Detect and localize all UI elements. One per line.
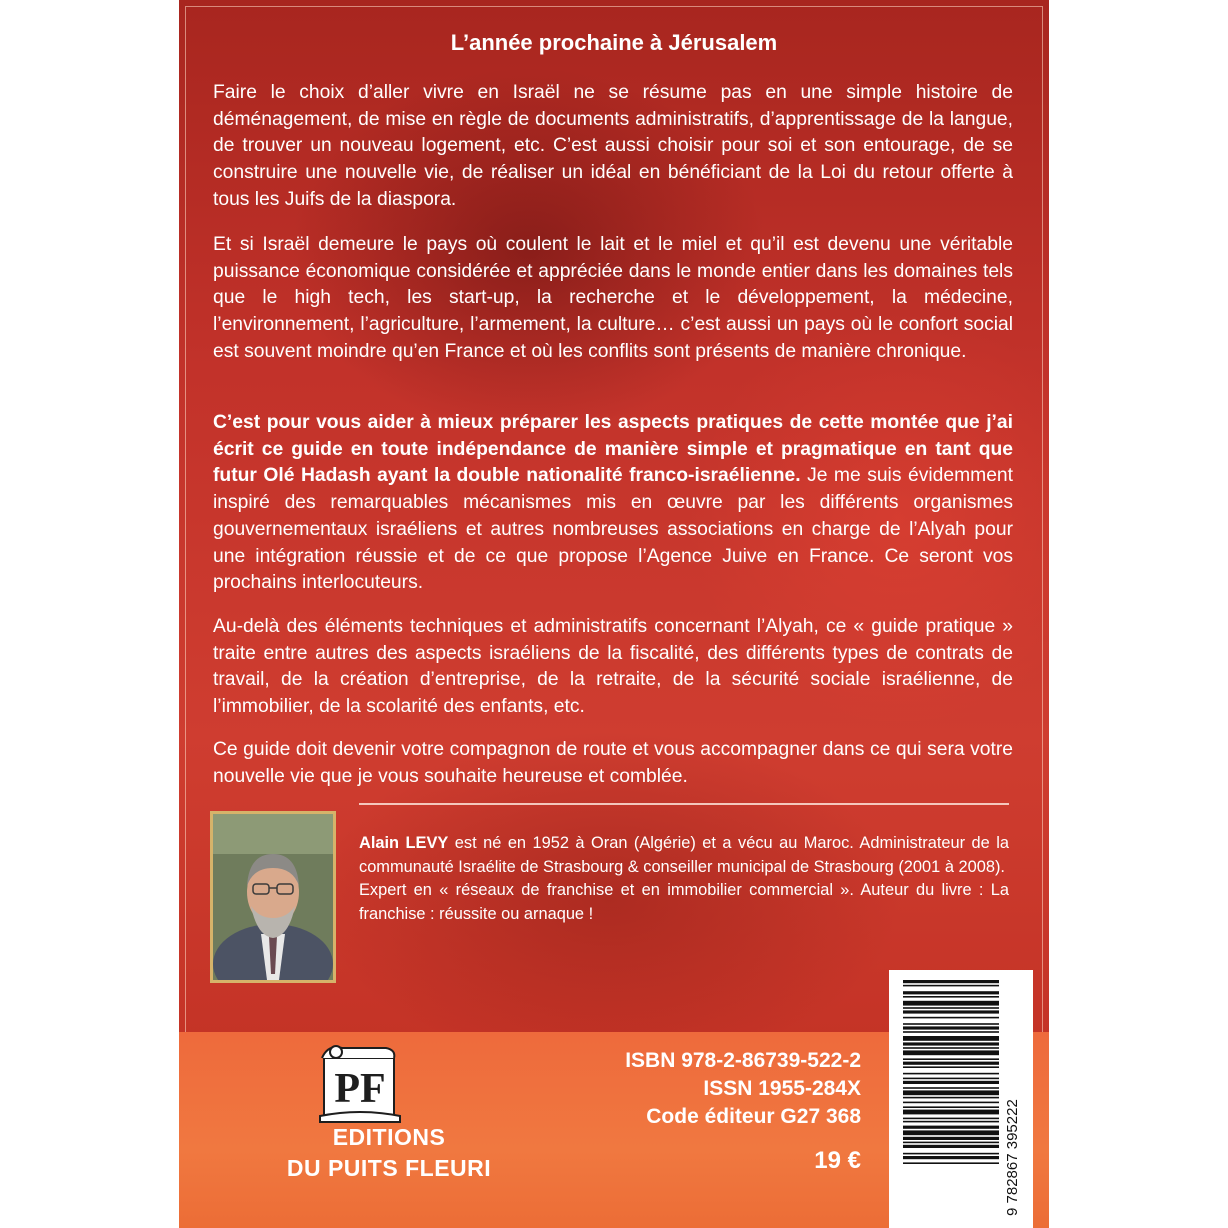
barcode-bar xyxy=(903,1031,999,1033)
barcode-bar xyxy=(903,1036,999,1041)
paragraph-2: Et si Israël demeure le pays où coulent le lait et le miel et qu’il est devenu une véritable puissance économique considérée et appréciée dans le monde entier dans les domaines tels que le high tech, les start-up, la recherche et le développement, la médecine, l’environnement, l’agriculture, l’armement, la culture… c’est aussi un pays où le confort social est souvent moindre qu’en France et où les conflits sont présents de manière chronique. xyxy=(213,234,1013,362)
barcode-bar xyxy=(903,1010,999,1013)
barcode-bar xyxy=(903,1058,999,1060)
barcode-bar xyxy=(903,1078,999,1080)
barcode-bar xyxy=(903,1023,999,1025)
barcode-bar xyxy=(903,1073,999,1075)
barcode-bar xyxy=(903,1102,999,1104)
publisher-logo-letters: PF xyxy=(334,1066,386,1112)
barcode-bar xyxy=(903,1090,999,1095)
paragraph-3-bold: C’est pour vous aider à mieux préparer les aspects pratiques de cette montée que j’ai écrit ce guide en toute indépendance de manière simple et pragmatique en tant que futur Olé Hadash ayant la double nationalité franco-israélienne. xyxy=(213,412,1013,487)
barcode-bar xyxy=(903,1162,999,1164)
barcode-bar xyxy=(903,1153,999,1155)
divider-line xyxy=(359,803,1009,805)
barcode-bar xyxy=(903,1142,999,1144)
barcode-bar xyxy=(903,980,999,983)
barcode-bar xyxy=(903,1081,999,1084)
isbn: ISBN 978-2-86739-522-2 xyxy=(625,1049,861,1072)
barcode-bar xyxy=(903,1121,999,1123)
publisher-name-line-2: DU PUITS FLEURI xyxy=(286,1155,492,1181)
price: 19 € xyxy=(814,1147,861,1174)
barcode-bar xyxy=(903,1017,999,1019)
barcode-bar xyxy=(903,1001,999,1006)
paragraph-4: Au-delà des éléments techniques et administratifs concernant l’Alyah, ce « guide pratique » traite entre autres des aspects israéliens de la fiscalité, des différents types de contrats de travail, de la création d’entreprise, de la retraite, de la sécurité sociale israélienne, de l’immobilier, de la scolarité des enfants, etc. xyxy=(213,616,1013,718)
author-bio xyxy=(359,832,1009,926)
barcode-bar xyxy=(903,1145,999,1148)
barcode-bar xyxy=(903,1110,999,1115)
barcode-bar xyxy=(903,1042,999,1045)
barcode-bar xyxy=(903,985,999,987)
barcode-bar xyxy=(903,1130,999,1135)
barcode-bar xyxy=(903,991,999,994)
author-name: Alain LEVY xyxy=(359,834,449,852)
barcode-bar xyxy=(903,1047,999,1049)
author-bio-text: est né en 1952 à Oran (Algérie) et a vécu au Maroc. Administrateur de la communauté Israélite de Strasbourg & conseiller municipal de Strasbourg (2001 à 2008). xyxy=(359,834,1009,876)
barcode-bar xyxy=(903,1066,999,1068)
author-bio-text-2: Expert en « réseaux de franchise et en immobilier commercial ». Auteur du livre : La franchise : réussite ou arnaque ! xyxy=(359,881,1009,923)
barcode-bar xyxy=(903,1126,999,1129)
publisher-logo-icon xyxy=(316,1038,404,1124)
issn: ISSN 1955-284X xyxy=(703,1077,861,1100)
barcode-digits: 9 782867 395222 xyxy=(1004,1099,1021,1216)
barcode-bar xyxy=(903,1062,999,1065)
barcode-bar xyxy=(903,1097,999,1099)
barcode-bar xyxy=(903,1026,999,1029)
cover-title: L’année prochaine à Jérusalem xyxy=(450,30,778,55)
barcode-bar xyxy=(903,1106,999,1108)
barcode-bar xyxy=(903,1156,999,1159)
barcode-bar xyxy=(903,1050,999,1055)
barcode-bar xyxy=(903,1007,999,1009)
barcode-bar xyxy=(903,1137,999,1140)
book-back-cover xyxy=(179,0,1049,1228)
paragraph-3-rest: Je me suis évidemment inspiré des remarquables mécanismes mis en œuvre par les différents organismes gouvernementaux israéliens et autres nombreuses associations en charge de l’Alyah pour une intégration réussie et de ce que propose l’Agence Juive en France. Ce seront vos prochains interlocuteurs. xyxy=(213,465,1013,594)
barcode-bar xyxy=(903,1118,999,1120)
code-editeur: Code éditeur G27 368 xyxy=(646,1105,861,1128)
paragraph-1: Faire le choix d’aller vivre en Israël ne se résume pas en une simple histoire de déménagement, de mise en règle de documents administratifs, d’apprentissage de la langue, de trouver un nouveau logement, etc. C’est aussi choisir pour soi et son entourage, de se construire une nouvelle vie, de réaliser un idéal en bénéficiant de la Loi du retour offerte à tous les Juifs de la diaspora. xyxy=(213,82,1013,210)
publisher-name-line-1: EDITIONS xyxy=(332,1124,446,1150)
author-photo xyxy=(210,811,336,983)
paragraph-3 xyxy=(213,410,1013,597)
barcode-bar xyxy=(903,996,999,998)
barcode-bar xyxy=(903,1087,999,1089)
barcode xyxy=(889,970,1033,1228)
paragraph-5: Ce guide doit devenir votre compagnon de route et vous accompagner dans ce qui sera votre nouvelle vie que je vous souhaite heureuse et comblée. xyxy=(213,739,1013,787)
